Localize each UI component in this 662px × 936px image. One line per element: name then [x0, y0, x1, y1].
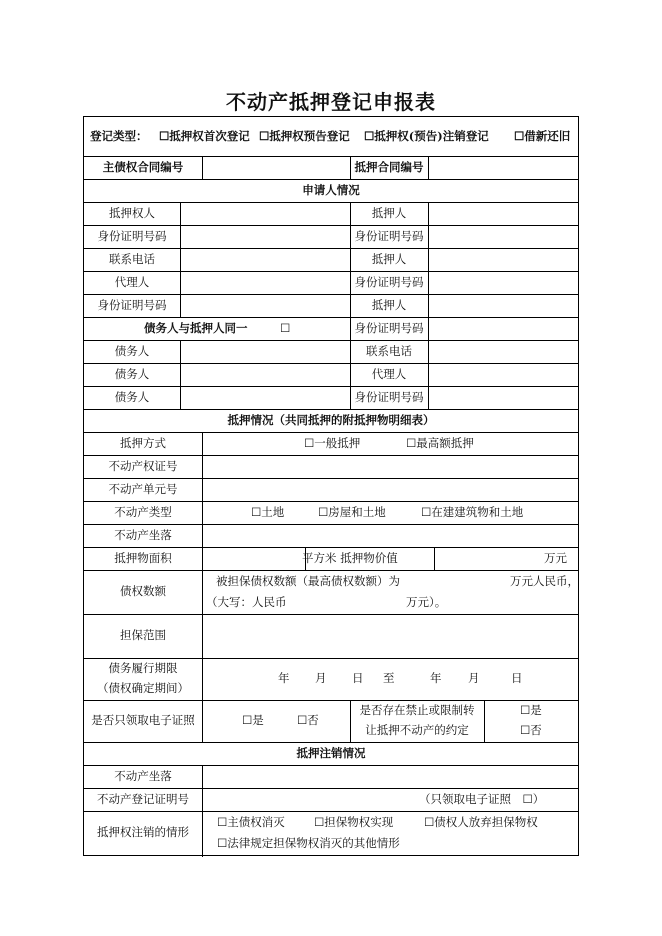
property-location-label: 不动产坐落 [114, 528, 172, 542]
cancel-cert-label: 不动产登记证明号 [97, 792, 189, 806]
value-unit: 万元 [544, 551, 567, 565]
transfer-restriction-label: 是否存在禁止或限制转 [359, 703, 475, 717]
mortgagor-agent-id-label: 身份证明号码 [354, 390, 424, 404]
cancel-location-label: 不动产坐落 [114, 769, 172, 783]
main-contract-label: 主债权合同编号 [102, 160, 184, 174]
debt-amount-text: 被担保债权数额（最高债权数额）为 [216, 574, 400, 588]
property-type-house-land-checkbox[interactable]: ☐房屋和土地 [318, 505, 386, 519]
period-end-day: 日 [511, 671, 523, 685]
mortgagor-id-label-3: 身份证明号码 [354, 321, 424, 335]
application-form [83, 116, 579, 856]
debtor-label-1: 债务人 [114, 344, 150, 358]
reg-type-cancel-checkbox[interactable]: ☐抵押权(预告)注销登记 [364, 129, 489, 143]
cancel-waived-checkbox[interactable]: ☐债权人放弃担保物权 [424, 815, 538, 829]
reg-type-first-checkbox[interactable]: ☐抵押权首次登记 [159, 129, 250, 143]
mortgagor-phone-label: 联系电话 [366, 344, 412, 358]
debt-uppercase-text: （大写：人民币 [206, 595, 287, 609]
mortgage-method-general-checkbox[interactable]: ☐一般抵押 [304, 436, 361, 450]
cancel-ecert-checkbox[interactable]: （只领取电子证照 ☐） [419, 792, 545, 806]
mortgagee-label: 抵押权人 [109, 206, 155, 220]
agent-label: 代理人 [114, 275, 150, 289]
mortgagee-id-label: 身份证明号码 [97, 229, 167, 243]
guarantee-scope-label: 担保范围 [120, 628, 166, 642]
ecert-yes-checkbox[interactable]: ☐是 [242, 713, 264, 727]
cancel-case-label: 抵押权注销的情形 [97, 825, 189, 839]
property-unit-label: 不动产单元号 [108, 482, 178, 496]
mortgagor-label-1: 抵押人 [371, 206, 407, 220]
mortgage-area-label: 抵押物面积 [114, 551, 172, 565]
cancel-other-checkbox[interactable]: ☐法律规定担保物权消灭的其他情形 [217, 836, 400, 850]
property-type-land-checkbox[interactable]: ☐土地 [251, 505, 285, 519]
period-end-month: 月 [468, 671, 480, 685]
mortgagor-id-label-2: 身份证明号码 [354, 275, 424, 289]
agent-id-label: 身份证明号码 [97, 298, 167, 312]
cancel-realized-checkbox[interactable]: ☐担保物权实现 [314, 815, 394, 829]
mortgage-value-label: 抵押物价值 [340, 551, 398, 565]
cancel-section-header: 抵押注销情况 [296, 746, 366, 760]
transfer-restriction-label-2: 让抵押不动产的约定 [365, 723, 469, 737]
property-cert-label: 不动产权证号 [108, 459, 178, 473]
reg-type-renew-checkbox[interactable]: ☐借新还旧 [514, 129, 571, 143]
property-type-construction-checkbox[interactable]: ☐在建建筑物和土地 [421, 505, 524, 519]
mortgagor-agent-label: 代理人 [371, 367, 407, 381]
debt-amount-unit: 万元人民币， [510, 574, 579, 588]
ecert-no-checkbox[interactable]: ☐否 [297, 713, 319, 727]
mortgagee-phone-label: 联系电话 [109, 252, 155, 266]
mortgage-method-label: 抵押方式 [120, 436, 166, 450]
period-to: 至 [383, 671, 395, 685]
property-type-label: 不动产类型 [114, 505, 172, 519]
period-end-year: 年 [430, 671, 442, 685]
mortgage-method-max-checkbox[interactable]: ☐最高额抵押 [406, 436, 474, 450]
debt-amount-label: 债权数额 [120, 584, 166, 598]
period-start-month: 月 [315, 671, 327, 685]
mortgage-section-header: 抵押情况（共同抵押的附抵押物明细表） [227, 413, 435, 427]
debtor-same-checkbox[interactable]: ☐ [280, 321, 291, 335]
area-unit: 平方米 [302, 551, 337, 565]
mortgagor-label-2: 抵押人 [371, 252, 407, 266]
debt-period-sub-label: （债权确定期间） [97, 681, 189, 695]
debtor-label-2: 债务人 [114, 367, 150, 381]
debt-uppercase-unit: 万元）。 [406, 595, 447, 609]
reg-type-notice-checkbox[interactable]: ☐抵押权预告登记 [259, 129, 350, 143]
restriction-no-checkbox[interactable]: ☐否 [520, 723, 542, 737]
page-title: 不动产抵押登记申报表 [226, 90, 436, 114]
period-start-year: 年 [278, 671, 290, 685]
ecert-only-label: 是否只领取电子证照 [91, 713, 195, 727]
mortgage-contract-label: 抵押合同编号 [354, 160, 424, 174]
applicant-section-header: 申请人情况 [302, 183, 360, 197]
debtor-same-label: 债务人与抵押人同一 [144, 321, 248, 335]
period-start-day: 日 [352, 671, 364, 685]
debt-period-label: 债务履行期限 [108, 661, 178, 675]
reg-type-label: 登记类型： [90, 129, 148, 143]
debtor-label-3: 债务人 [114, 390, 150, 404]
mortgagor-label-3: 抵押人 [371, 298, 407, 312]
cancel-main-debt-checkbox[interactable]: ☐主债权消灭 [217, 815, 285, 829]
restriction-yes-checkbox[interactable]: ☐是 [520, 703, 542, 717]
mortgagor-id-label-1: 身份证明号码 [354, 229, 424, 243]
